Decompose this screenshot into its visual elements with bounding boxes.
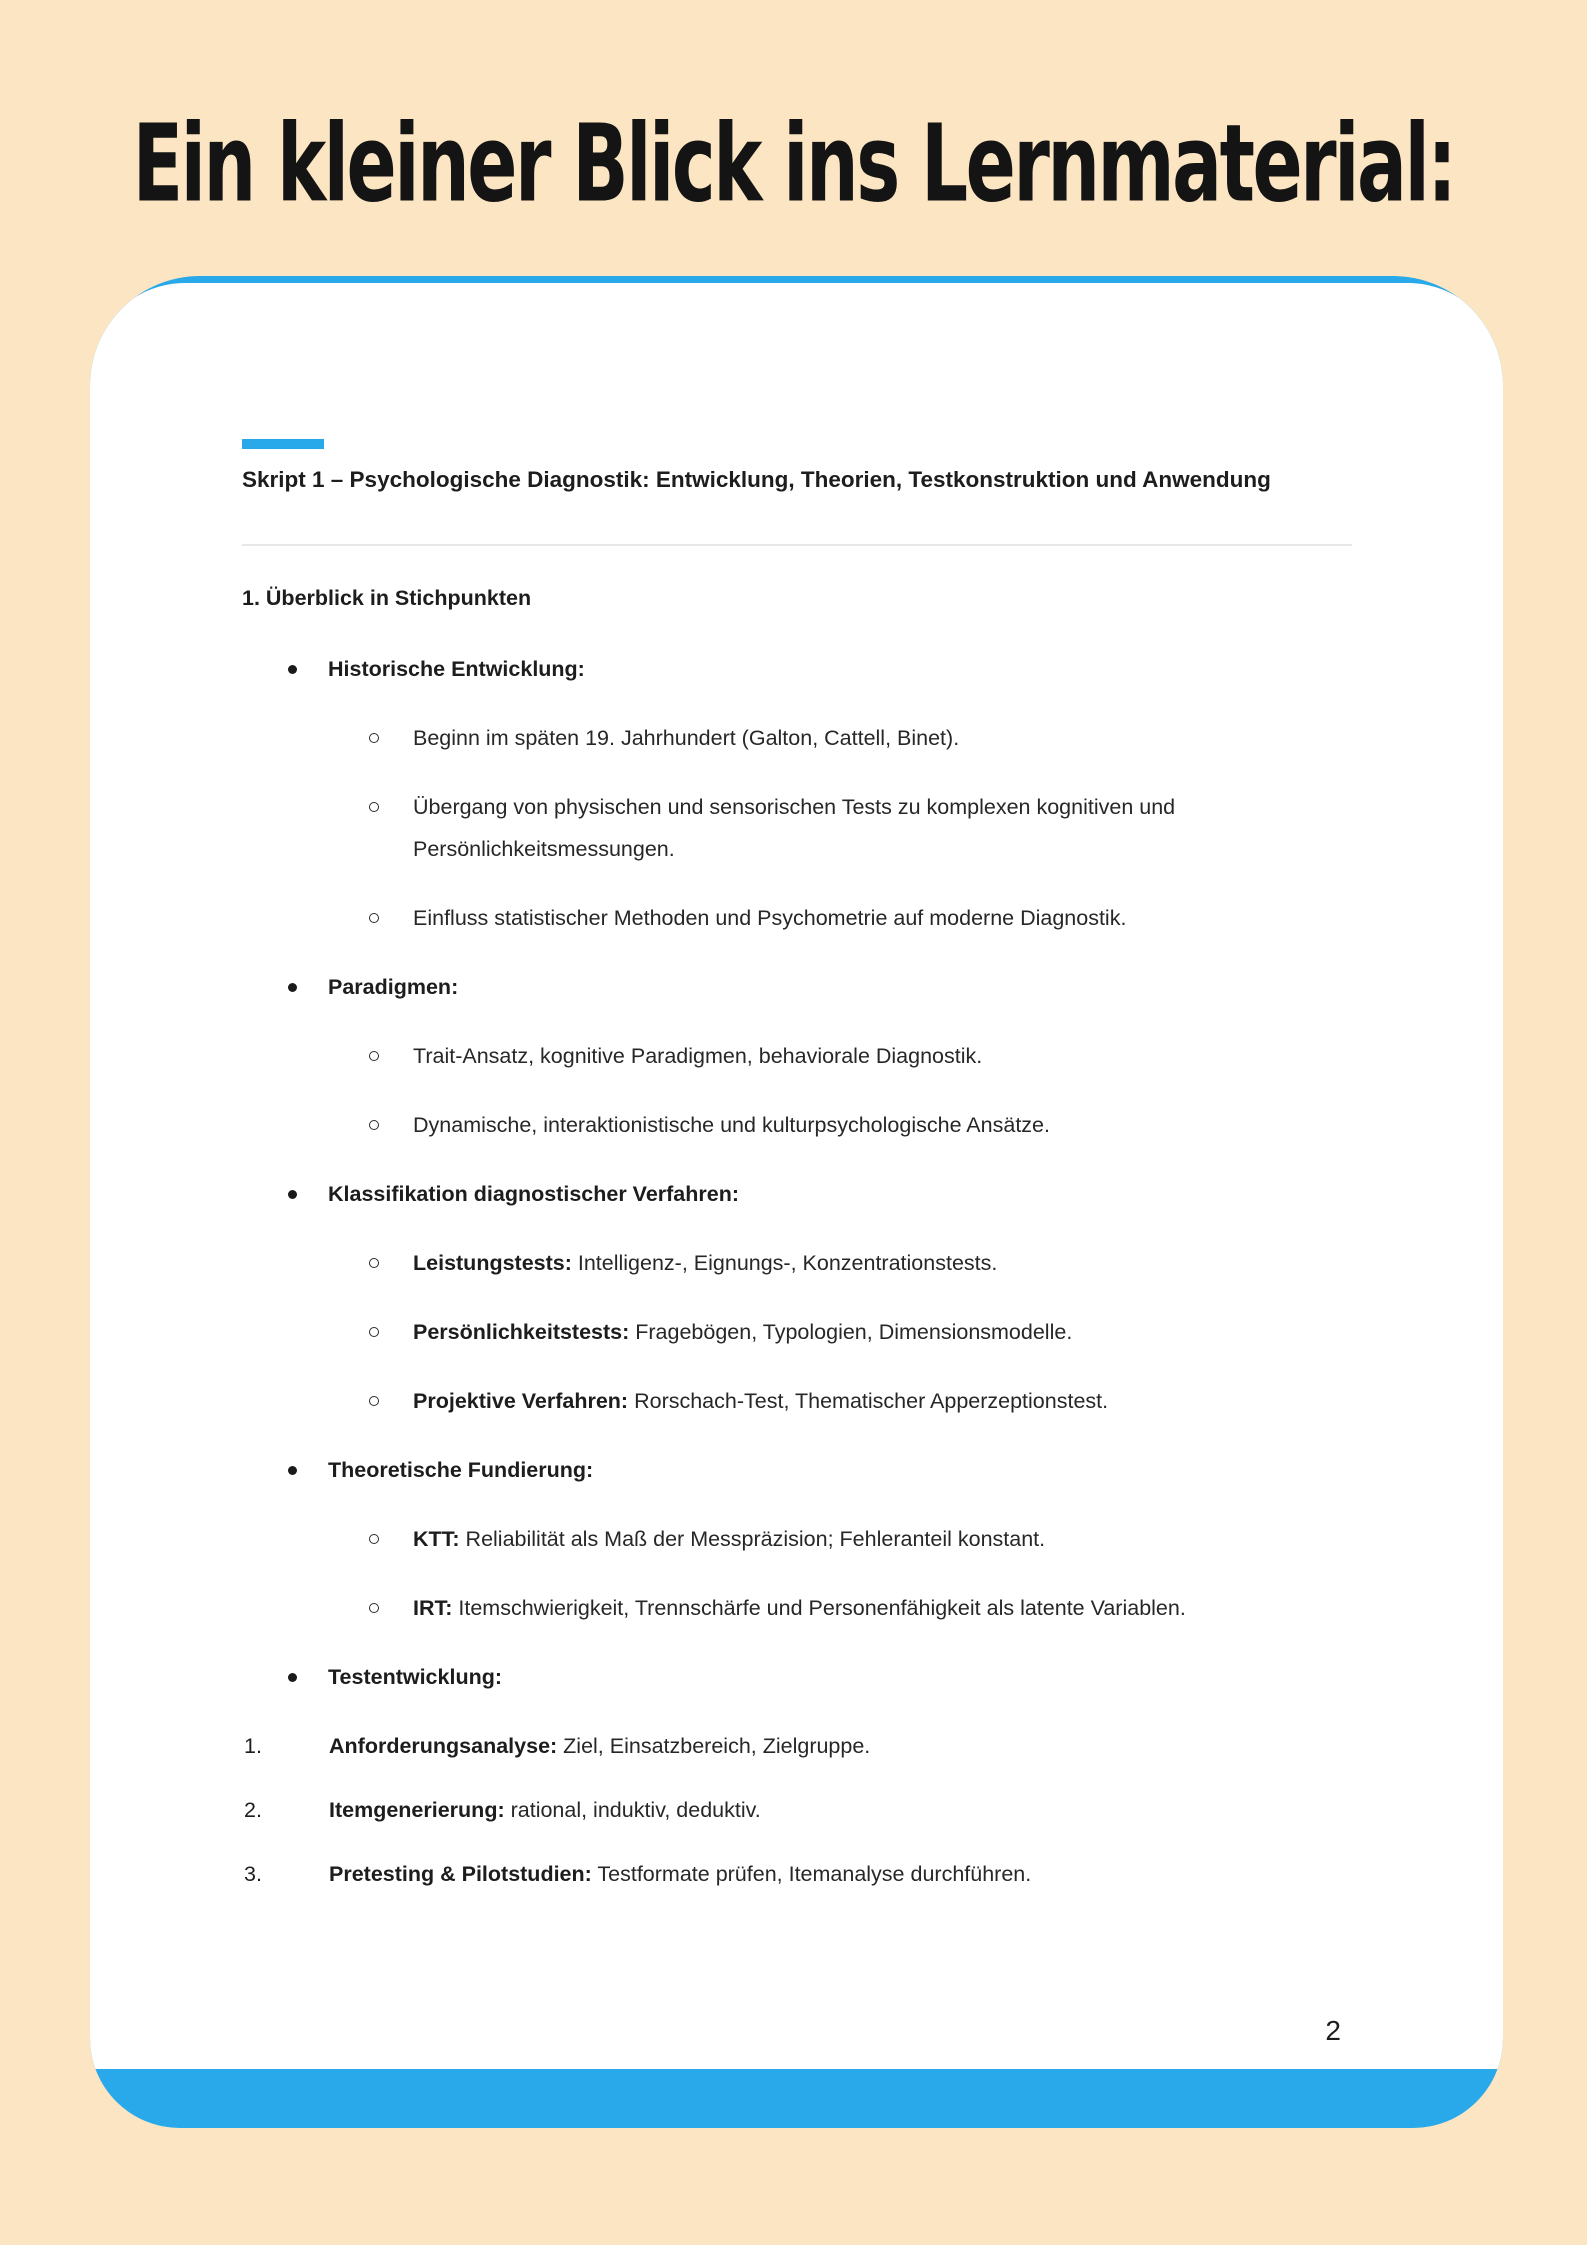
circle-bullet-icon <box>369 1258 379 1268</box>
circle-bullet-icon <box>369 1327 379 1337</box>
list-item-label: Paradigmen: <box>328 975 459 999</box>
document-card <box>90 276 1503 2128</box>
item-lead: Persönlichkeitstests: <box>413 1320 630 1344</box>
item-text: Einfluss statistischer Methoden und Psychometrie auf moderne Diagnostik. <box>413 906 1127 930</box>
circle-bullet-icon <box>369 1396 379 1406</box>
item-lead: KTT: <box>413 1527 460 1551</box>
item-lead: Pretesting & Pilotstudien: <box>329 1862 592 1886</box>
item-text: Intelligenz-, Eignungs-, Konzentrationstests. <box>571 1251 998 1275</box>
list-item <box>328 1518 1352 1560</box>
bullet-dot-icon <box>288 1466 297 1475</box>
item-lead: Itemgenerierung: <box>329 1798 505 1822</box>
circle-bullet-icon <box>369 1051 379 1061</box>
item-text: Dynamische, interaktionistische und kulturpsychologische Ansätze. <box>413 1113 1050 1137</box>
item-lead: Leistungstests: <box>413 1251 572 1275</box>
list-item <box>242 1173 1352 1422</box>
list-item <box>328 1311 1352 1353</box>
item-text: Rorschach-Test, Thematischer Apperzeptionstest. <box>628 1389 1109 1413</box>
item-text: Fragebögen, Typologien, Dimensionsmodelle. <box>629 1320 1073 1344</box>
item-text: Itemschwierigkeit, Trennschärfe und Personenfähigkeit als latente Variablen. <box>452 1596 1186 1620</box>
item-text: Übergang von physischen und sensorischen Tests zu komplexen kognitiven und Persönlichkeitsmessungen. <box>413 795 1176 861</box>
numbered-item <box>242 1725 1352 1767</box>
item-number: 1. <box>244 1734 262 1758</box>
divider <box>242 544 1352 546</box>
item-text: Ziel, Einsatzbereich, Zielgruppe. <box>557 1734 871 1758</box>
sub-list <box>328 1035 1352 1146</box>
circle-bullet-icon <box>369 1603 379 1613</box>
sub-list <box>328 1518 1352 1629</box>
circle-bullet-icon <box>369 1120 379 1130</box>
list-item <box>328 1242 1352 1284</box>
list-item <box>328 1104 1352 1146</box>
document-page <box>90 283 1503 2069</box>
bullet-dot-icon <box>288 1673 297 1682</box>
bullet-list <box>242 648 1352 1698</box>
numbered-item <box>242 1853 1352 1895</box>
circle-bullet-icon <box>369 913 379 923</box>
item-number: 2. <box>244 1798 262 1822</box>
circle-bullet-icon <box>369 802 379 812</box>
item-lead: Anforderungsanalyse: <box>329 1734 558 1758</box>
page-title: Ein kleiner Blick ins Lernmaterial: <box>132 101 1455 226</box>
list-item-label: Klassifikation diagnostischer Verfahren: <box>328 1182 740 1206</box>
numbered-list <box>242 1725 1352 1895</box>
item-text: rational, induktiv, deduktiv. <box>504 1798 761 1822</box>
item-number: 3. <box>244 1862 262 1886</box>
sub-list <box>328 717 1352 939</box>
bullet-dot-icon <box>288 665 297 674</box>
bullet-dot-icon <box>288 983 297 992</box>
sub-list <box>328 1242 1352 1422</box>
list-item <box>242 648 1352 939</box>
list-item-label: Testentwicklung: <box>328 1665 503 1689</box>
bullet-dot-icon <box>288 1190 297 1199</box>
document-heading: Skript 1 – Psychologische Diagnostik: Entwicklung, Theorien, Testkonstruktion und Anwendung <box>242 467 1271 492</box>
circle-bullet-icon <box>369 1534 379 1544</box>
numbered-item <box>242 1789 1352 1831</box>
list-item <box>242 1449 1352 1629</box>
circle-bullet-icon <box>369 733 379 743</box>
list-item <box>328 1380 1352 1422</box>
list-item <box>328 786 1352 870</box>
item-lead: IRT: <box>413 1596 453 1620</box>
list-item-label: Theoretische Fundierung: <box>328 1458 594 1482</box>
item-text: Testformate prüfen, Itemanalyse durchführen. <box>591 1862 1032 1886</box>
list-item <box>242 1656 1352 1698</box>
list-item <box>328 1035 1352 1077</box>
item-lead: Projektive Verfahren: <box>413 1389 629 1413</box>
section-title: 1. Überblick in Stichpunkten <box>242 586 532 610</box>
item-text: Beginn im späten 19. Jahrhundert (Galton, Cattell, Binet). <box>413 726 960 750</box>
list-item <box>328 897 1352 939</box>
list-item-label: Historische Entwicklung: <box>328 657 585 681</box>
item-text: Reliabilität als Maß der Messpräzision; Fehleranteil konstant. <box>459 1527 1046 1551</box>
accent-bar <box>242 439 324 449</box>
page-number: 2 <box>1325 2015 1341 2046</box>
list-item <box>328 1587 1352 1629</box>
list-item <box>242 966 1352 1146</box>
list-item <box>328 717 1352 759</box>
document-content <box>242 283 1352 2069</box>
item-text: Trait-Ansatz, kognitive Paradigmen, behaviorale Diagnostik. <box>413 1044 983 1068</box>
